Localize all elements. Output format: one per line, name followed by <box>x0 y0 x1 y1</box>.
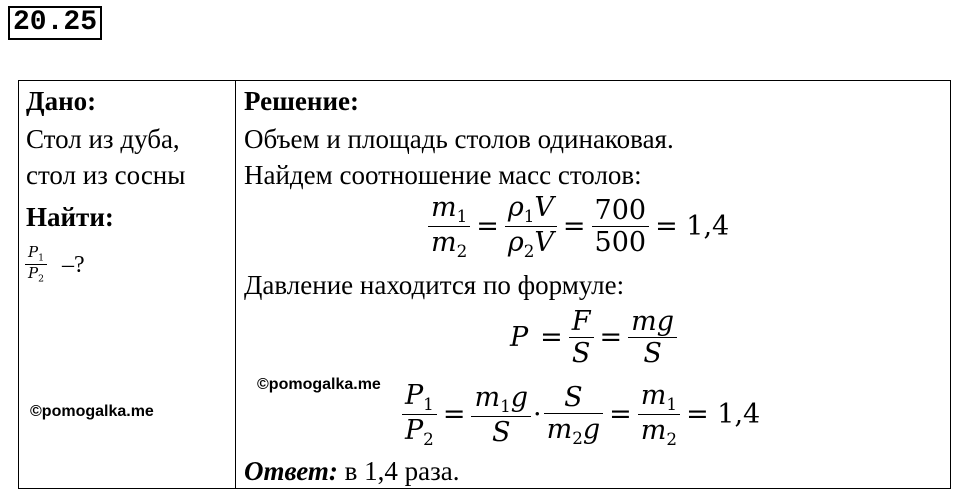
answer-label: Ответ: <box>244 456 338 486</box>
formula-pressure: P = $\frac{F}{S}$ = $\frac{mg}{S}$ <box>510 306 677 369</box>
find-header: Найти: <box>26 202 114 232</box>
given-header: Дано: <box>26 86 97 116</box>
watermark-center: ©pomogalka.me <box>257 376 381 393</box>
solution-line-2: Найдем соотношение масс столов: <box>244 160 642 190</box>
formula-mass-ratio: $\frac{m_1}{m_2}$ = $\frac{\rho_1V}{\rho_2V}$ = $\frac{700}{500}$ = 1,4 <box>428 192 735 261</box>
solution-line-1: Объем и площадь столов одинаковая. <box>244 124 674 154</box>
solution-line-3: Давление находится по формуле: <box>244 270 625 300</box>
given-line-1: Стол из дуба, <box>26 124 180 154</box>
given-line-2: стол из сосны <box>26 160 186 190</box>
problem-number: 20.25 <box>8 6 102 40</box>
answer-line <box>244 456 460 487</box>
find-question: –? <box>62 252 85 278</box>
solution-header: Решение: <box>244 86 359 116</box>
answer-text: в 1,4 раза. <box>337 456 460 486</box>
find-ratio: $\frac{P_1}{P_2}$ <box>25 244 47 285</box>
formula-pressure-ratio: $\frac{P_1}{P_2}$ = $\frac{m_1g}{S}$ · $\frac{S}{m_2g}$ = $\frac{m_1}{m_2}$ = 1,4 <box>402 380 766 449</box>
column-divider <box>235 80 236 489</box>
watermark-left: ©pomogalka.me <box>30 403 154 420</box>
